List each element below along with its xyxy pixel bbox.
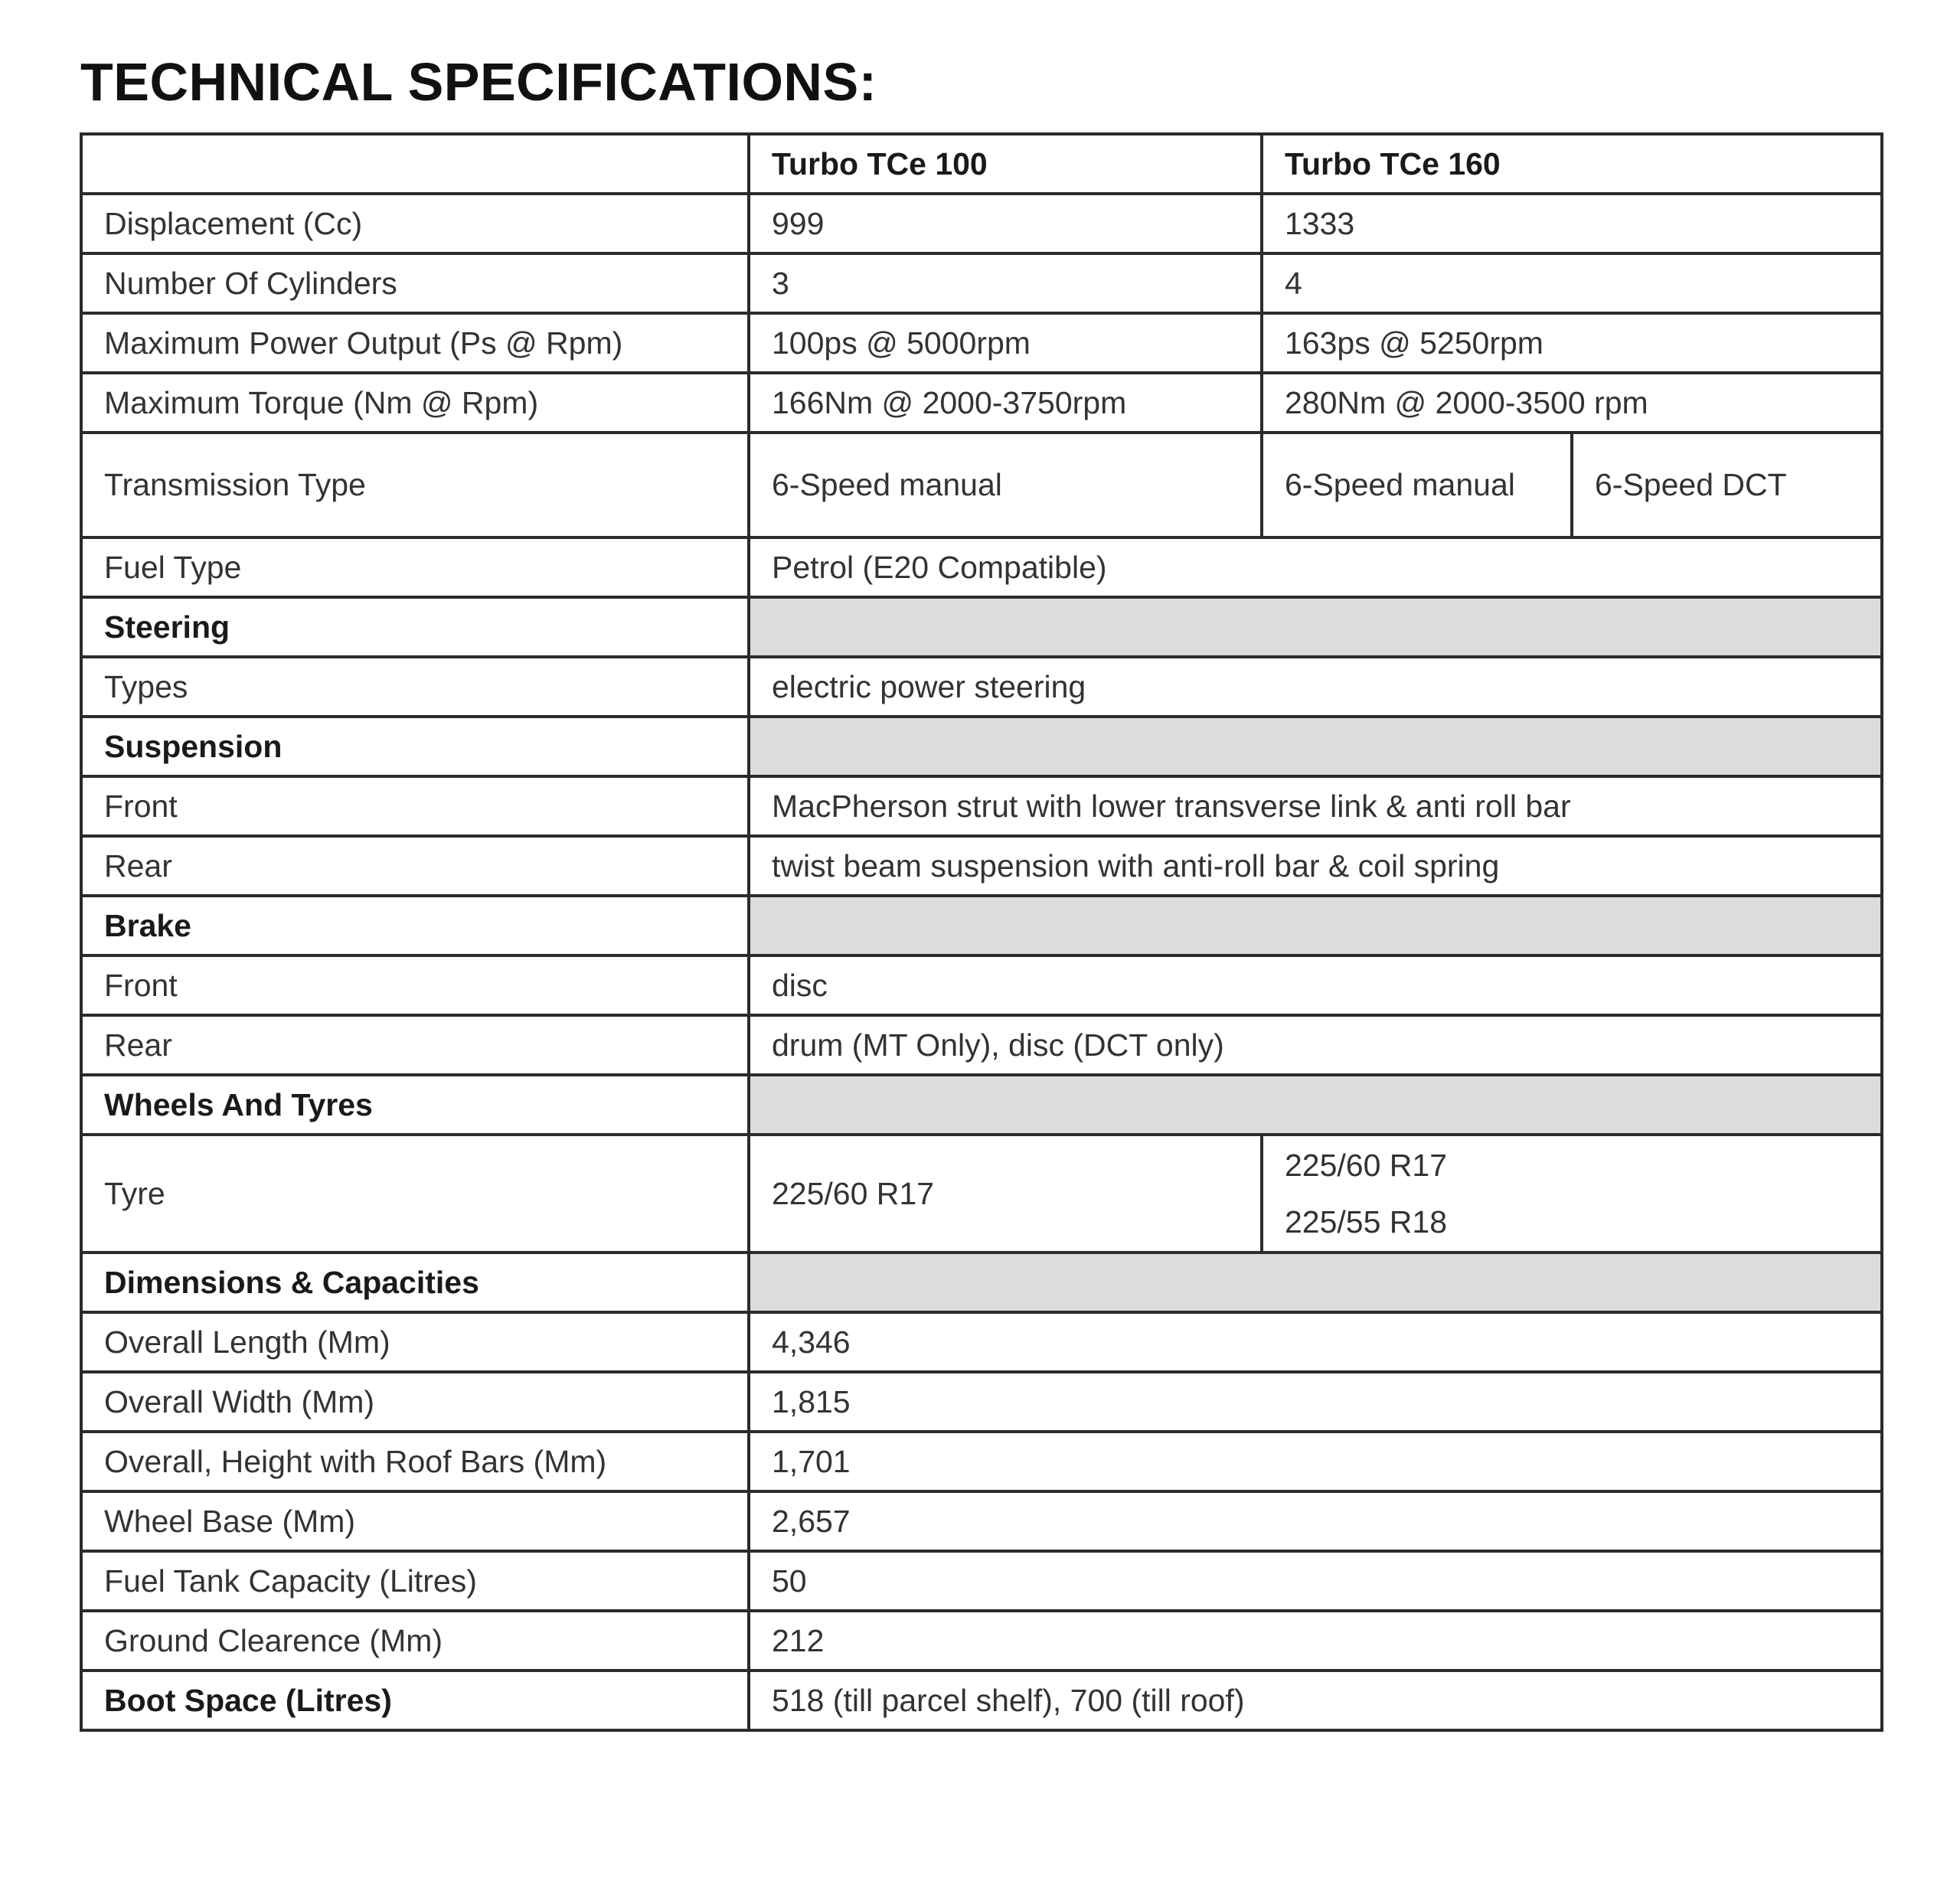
row-label-fuel-type: Fuel Type [81,537,749,597]
tyre-option-2: 225/55 R18 [1285,1204,1448,1239]
value-torque-tce100: 166Nm @ 2000-3750rpm [749,373,1262,433]
value-tyre-tce100: 225/60 R17 [749,1135,1262,1253]
section-shade [749,717,1882,776]
value-transmission-tce100: 6-Speed manual [749,433,1262,537]
row-label-width: Overall Width (Mm) [81,1372,749,1432]
section-row-suspension [81,717,1882,776]
table-row [81,1372,1882,1432]
value-cylinders-tce100: 3 [749,253,1262,313]
row-label-brake-rear: Rear [81,1015,749,1075]
header-col-tce160: Turbo TCe 160 [1262,134,1882,194]
table-row [81,1015,1882,1075]
section-row-brake [81,896,1882,955]
value-suspension-rear: twist beam suspension with anti-roll bar & coil spring [749,836,1882,896]
section-shade [749,896,1882,955]
row-label-steering-types: Types [81,657,749,717]
value-wheelbase: 2,657 [749,1491,1882,1551]
table-row [81,433,1882,537]
section-shade [749,1075,1882,1135]
value-brake-rear: drum (MT Only), disc (DCT only) [749,1015,1882,1075]
row-label-torque: Maximum Torque (Nm @ Rpm) [81,373,749,433]
header-empty-cell [81,134,749,194]
value-height: 1,701 [749,1432,1882,1491]
row-label-tyre: Tyre [81,1135,749,1253]
page-title: TECHNICAL SPECIFICATIONS: [80,52,877,112]
row-label-boot-space: Boot Space (Litres) [81,1671,749,1730]
table-row [81,253,1882,313]
value-torque-tce160: 280Nm @ 2000-3500 rpm [1262,373,1882,433]
value-transmission-tce160-dct: 6-Speed DCT [1572,433,1882,537]
value-boot-space: 518 (till parcel shelf), 700 (till roof) [749,1671,1882,1730]
table-row [81,1135,1882,1253]
value-fuel-type: Petrol (E20 Compatible) [749,537,1882,597]
value-fuel-tank: 50 [749,1551,1882,1611]
section-heading-steering: Steering [81,597,749,657]
section-shade [749,597,1882,657]
value-tyre-tce160 [1262,1135,1882,1253]
row-label-power: Maximum Power Output (Ps @ Rpm) [81,313,749,373]
table-row [81,1611,1882,1671]
row-label-fuel-tank: Fuel Tank Capacity (Litres) [81,1551,749,1611]
row-label-wheelbase: Wheel Base (Mm) [81,1491,749,1551]
value-suspension-front: MacPherson strut with lower transverse link & anti roll bar [749,776,1882,836]
value-transmission-tce160-manual: 6-Speed manual [1262,433,1572,537]
value-displacement-tce100: 999 [749,194,1262,253]
table-row [81,1671,1882,1730]
table-row [81,657,1882,717]
table-row [81,1551,1882,1611]
section-row-steering [81,597,1882,657]
row-label-brake-front: Front [81,955,749,1015]
table-row [81,1312,1882,1372]
value-brake-front: disc [749,955,1882,1015]
row-label-length: Overall Length (Mm) [81,1312,749,1372]
table-row [81,537,1882,597]
spec-table [80,132,1883,1732]
tyre-option-1: 225/60 R17 [1285,1148,1448,1183]
table-row [81,1432,1882,1491]
value-power-tce160: 163ps @ 5250rpm [1262,313,1882,373]
section-heading-wheels: Wheels And Tyres [81,1075,749,1135]
table-row [81,313,1882,373]
section-shade [749,1253,1882,1312]
value-width: 1,815 [749,1372,1882,1432]
value-power-tce100: 100ps @ 5000rpm [749,313,1262,373]
value-ground-clearance: 212 [749,1611,1882,1671]
row-label-cylinders: Number Of Cylinders [81,253,749,313]
table-row [81,836,1882,896]
table-row [81,776,1882,836]
table-row [81,1491,1882,1551]
row-label-height: Overall, Height with Roof Bars (Mm) [81,1432,749,1491]
value-displacement-tce160: 1333 [1262,194,1882,253]
value-cylinders-tce160: 4 [1262,253,1882,313]
table-row [81,955,1882,1015]
header-col-tce100: Turbo TCe 100 [749,134,1262,194]
row-label-suspension-rear: Rear [81,836,749,896]
section-row-wheels [81,1075,1882,1135]
value-length: 4,346 [749,1312,1882,1372]
table-row [81,373,1882,433]
header-row [81,134,1882,194]
row-label-ground-clearance: Ground Clearence (Mm) [81,1611,749,1671]
row-label-transmission: Transmission Type [81,433,749,537]
section-row-dimensions [81,1253,1882,1312]
section-heading-suspension: Suspension [81,717,749,776]
value-steering-types: electric power steering [749,657,1882,717]
section-heading-brake: Brake [81,896,749,955]
row-label-displacement: Displacement (Cc) [81,194,749,253]
section-heading-dimensions: Dimensions & Capacities [81,1253,749,1312]
table-row [81,194,1882,253]
row-label-suspension-front: Front [81,776,749,836]
